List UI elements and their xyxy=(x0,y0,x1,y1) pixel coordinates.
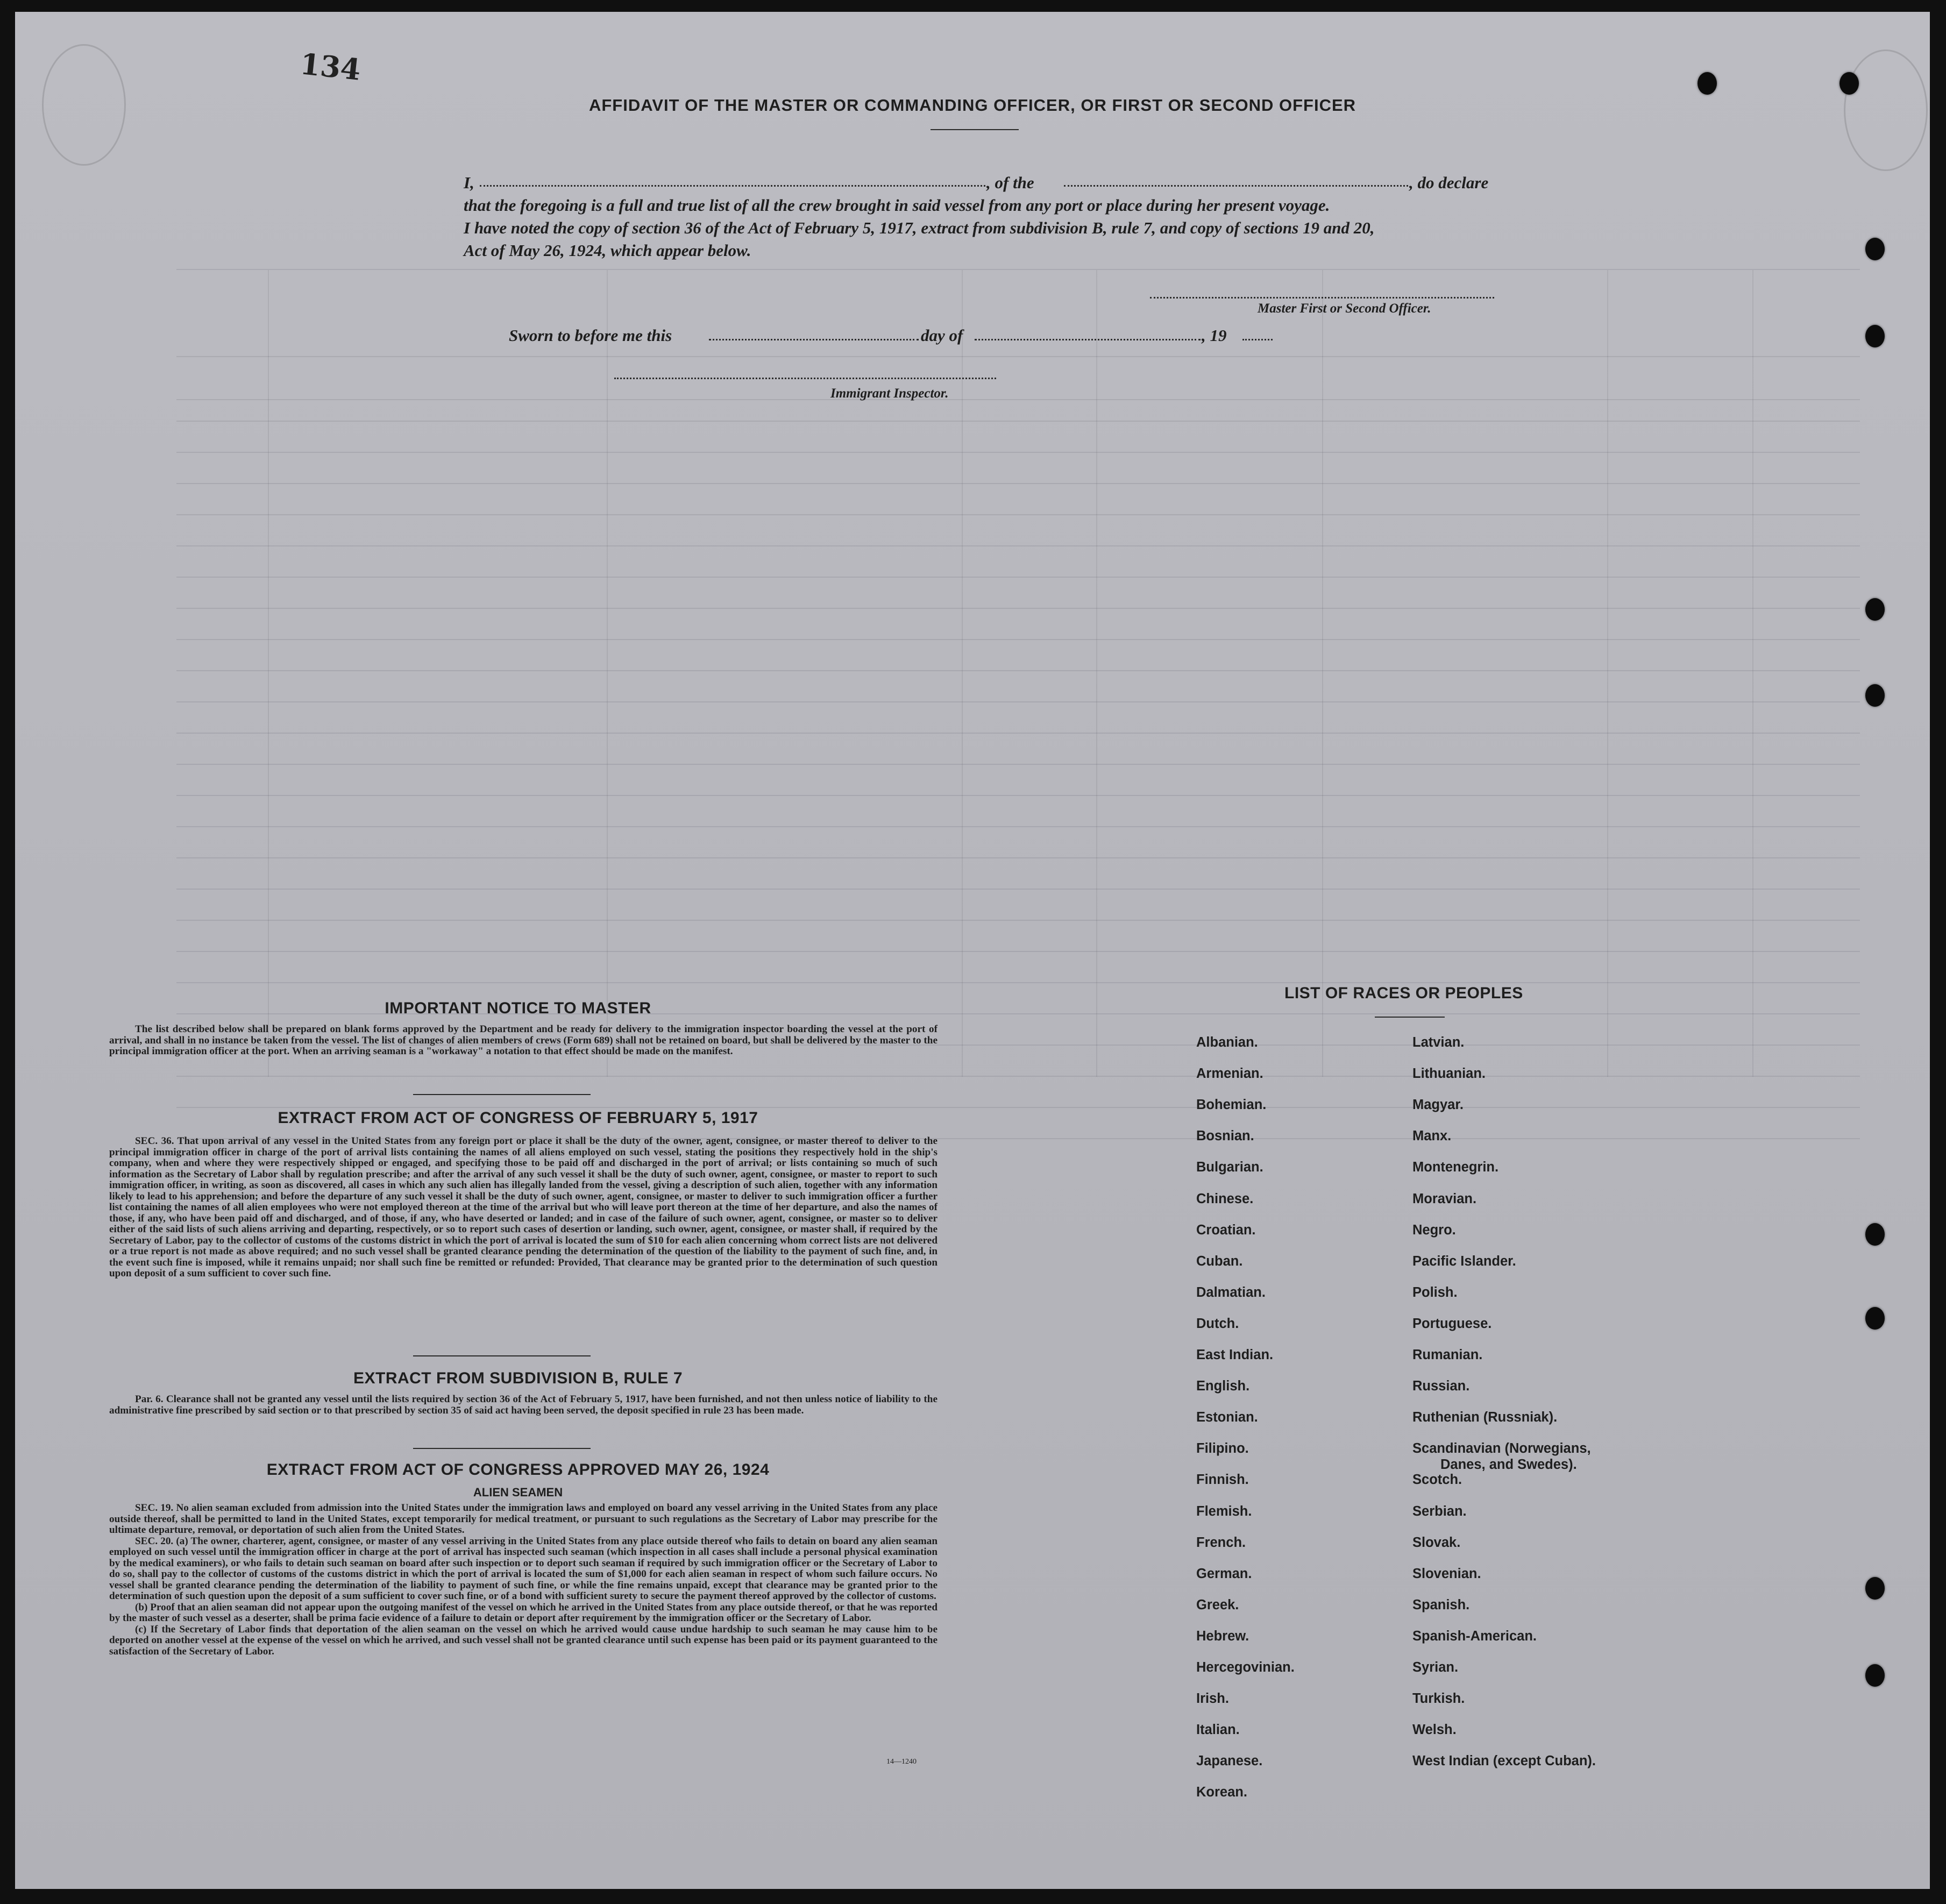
declarant-label: I, xyxy=(464,173,474,192)
race-item: Irish. xyxy=(1196,1691,1229,1707)
race-item: Croatian. xyxy=(1196,1222,1256,1238)
bleed-through-column xyxy=(1096,270,1097,1077)
notice-text: The list described below shall be prepared on blank forms approved by the Department and be ready for delivery to the immigration inspector boarding the vessel at the port of arrival, and shall in no instance be taken from the vessel. The list of changes of alien members of crews (Form 689) shall not be retained on board, but shall be delivered by the master to the principal immigration officer at the port. When an arriving seaman is a "workaway" a notation to that effect should be made on the manifest. xyxy=(109,1024,938,1057)
race-item: Bulgarian. xyxy=(1196,1160,1263,1175)
race-item: Russian. xyxy=(1412,1379,1470,1394)
do-declare-label: , do declare xyxy=(1409,173,1489,192)
bleed-through-rule xyxy=(176,701,1860,702)
race-item: Portuguese. xyxy=(1412,1316,1492,1331)
bleed-through-rule xyxy=(176,1107,1860,1108)
of-the-label: , of the xyxy=(986,173,1034,192)
bleed-through-rule xyxy=(176,545,1860,546)
bleed-through-column xyxy=(1752,270,1753,1077)
race-item: Polish. xyxy=(1412,1284,1458,1300)
section-divider xyxy=(413,1448,591,1449)
affidavit-line-2: that the foregoing is a full and true list of all the crew brought in said vessel from any port or place during her present voyage. xyxy=(464,196,1330,215)
race-item: Hebrew. xyxy=(1196,1628,1249,1644)
races-divider xyxy=(1375,1017,1445,1018)
section-divider xyxy=(413,1355,591,1356)
race-item: Japanese. xyxy=(1196,1753,1263,1769)
race-item: Spanish-American. xyxy=(1412,1628,1537,1644)
sec-20b-paragraph: (b) Proof that an alien seaman did not appear upon the outgoing manifest of the vessel on which he arrived in the United States from any place outside thereof, or that he was reported by the master of such vessel as a deserter, shall be prima facie evidence of a failure to detain or deport after requirement by the immigration officer or the Secretary of Labor. xyxy=(109,1601,938,1624)
race-item: Finnish. xyxy=(1196,1472,1249,1488)
race-item: Negro. xyxy=(1412,1222,1456,1238)
sworn-year-field[interactable] xyxy=(1242,339,1273,340)
race-item: Bohemian. xyxy=(1196,1097,1267,1113)
handwritten-page-number: 134 xyxy=(298,46,363,87)
binder-hole xyxy=(1865,1307,1885,1330)
bleed-through-rule xyxy=(176,982,1860,983)
affidavit-title: AFFIDAVIT OF THE MASTER OR COMMANDING OFFICER, OR FIRST OR SECOND OFFICER xyxy=(588,96,1356,115)
race-item: Spanish. xyxy=(1412,1597,1470,1612)
bleed-through-rule xyxy=(176,795,1860,796)
extract-1924-subtitle: ALIEN SEAMEN xyxy=(473,1486,563,1499)
bleed-through-rule xyxy=(176,421,1860,422)
race-item: Italian. xyxy=(1196,1722,1240,1738)
race-item: Chinese. xyxy=(1196,1191,1254,1206)
form-number: 14—1240 xyxy=(886,1758,917,1766)
declarant-name-field[interactable] xyxy=(480,185,985,187)
race-item: Scandinavian (Norwegians, xyxy=(1412,1441,1591,1457)
binder-hole xyxy=(1865,1664,1885,1687)
sworn-label: Sworn to before me this xyxy=(509,326,672,345)
bleed-through-column xyxy=(1607,270,1608,1077)
day-of-label: day of xyxy=(921,326,963,345)
race-item: Syrian. xyxy=(1412,1660,1459,1675)
race-item: Latvian. xyxy=(1412,1035,1465,1050)
inspector-label: Immigrant Inspector. xyxy=(830,386,949,401)
section-divider xyxy=(413,1094,591,1095)
race-item: Dutch. xyxy=(1196,1316,1239,1331)
race-item: Slovenian. xyxy=(1412,1566,1481,1581)
sec-19-paragraph: SEC. 19. No alien seaman excluded from admission into the United States under the immigration laws and employed on board any vessel arriving in the United States from any place outside thereof, shall be permitted to land in the United States, except temporarily for medical treatment, or pursuant to such regulations as the Secretary of Labor may prescribe for the ultimate departure, removal, or deportation of such alien from the United States. xyxy=(109,1502,938,1536)
vessel-name-field[interactable] xyxy=(1064,185,1408,187)
race-item: Lithuanian. xyxy=(1412,1066,1486,1082)
race-item: Turkish. xyxy=(1412,1691,1465,1707)
binder-hole xyxy=(1865,1577,1885,1600)
races-list-title: LIST OF RACES OR PEOPLES xyxy=(1284,984,1523,1002)
bleed-through-rule xyxy=(176,639,1860,640)
binder-hole xyxy=(1840,72,1859,95)
bleed-through-rule xyxy=(176,670,1860,671)
race-item: West Indian (except Cuban). xyxy=(1412,1753,1596,1769)
extract-1924-text xyxy=(109,1503,938,1657)
race-item: Korean. xyxy=(1196,1785,1247,1800)
year-label: , 19 xyxy=(1202,326,1227,345)
race-item: Ruthenian (Russniak). xyxy=(1412,1410,1558,1425)
bleed-through-rule xyxy=(176,951,1860,952)
inspector-signature-field[interactable] xyxy=(614,378,996,379)
document-page xyxy=(15,12,1930,1889)
race-item: Moravian. xyxy=(1412,1191,1477,1206)
race-item: Pacific Islander. xyxy=(1412,1253,1516,1269)
binder-hole xyxy=(1865,1223,1885,1246)
sworn-day-field[interactable] xyxy=(709,339,919,340)
race-item: Montenegrin. xyxy=(1412,1160,1499,1175)
race-item: Flemish. xyxy=(1196,1503,1252,1519)
race-item: German. xyxy=(1196,1566,1252,1581)
bleed-through-rule xyxy=(176,826,1860,827)
race-item: Rumanian. xyxy=(1412,1347,1483,1362)
bleed-through-rule xyxy=(176,452,1860,453)
bleed-through-rule xyxy=(176,577,1860,578)
bleed-through-rule xyxy=(176,1076,1860,1077)
bleed-through-column xyxy=(607,270,608,1077)
binder-hole xyxy=(1865,238,1885,260)
extract-rule7-text: Par. 6. Clearance shall not be granted any vessel until the lists required by section 36 of the Act of February 5, 1917, have been furnished, and not then unless notice of liability to the administrative fine prescribed by said section or to that prescribed by section 35 of said act having been served, the deposit specified in rule 23 has been made. xyxy=(109,1394,938,1416)
bleed-through-column xyxy=(268,270,269,1077)
sworn-month-field[interactable] xyxy=(975,339,1201,340)
race-item: Hercegovinian. xyxy=(1196,1660,1295,1675)
race-item: Magyar. xyxy=(1412,1097,1464,1113)
master-signature-label: Master First or Second Officer. xyxy=(1258,301,1431,316)
race-item: Dalmatian. xyxy=(1196,1284,1266,1300)
extract-1924-title: EXTRACT FROM ACT OF CONGRESS APPROVED MAY 26, 1924 xyxy=(266,1461,770,1479)
master-signature-field[interactable] xyxy=(1150,297,1494,299)
binder-hole xyxy=(1698,72,1717,95)
sec-20c-paragraph: (c) If the Secretary of Labor finds that deportation of the alien seaman on the vessel on which he arrived would cause undue hardship to such seaman he may cause him to be deported on another vessel at the expense of the vessel on which he arrived, and such vessel shall not be granted clearance until such expense has been paid or its payment guaranteed to the satisfaction of the Secretary of Labor. xyxy=(109,1623,938,1657)
race-item: Albanian. xyxy=(1196,1035,1258,1050)
affidavit-line-3: I have noted the copy of section 36 of the Act of February 5, 1917, extract from subdivision B, rule 7, and copy of sections 19 and 20, xyxy=(464,218,1375,237)
race-item: French. xyxy=(1196,1534,1246,1550)
race-item: Armenian. xyxy=(1196,1066,1263,1082)
race-item: East Indian. xyxy=(1196,1347,1274,1362)
race-item: Cuban. xyxy=(1196,1253,1243,1269)
bleed-through-column xyxy=(1322,270,1323,1077)
bleed-through-rule xyxy=(176,733,1860,734)
extract-rule7-title: EXTRACT FROM SUBDIVISION B, RULE 7 xyxy=(353,1369,683,1387)
bleed-through-column xyxy=(962,270,963,1077)
race-item: English. xyxy=(1196,1379,1250,1394)
race-item: Serbian. xyxy=(1412,1503,1467,1519)
bleed-through-rule xyxy=(176,764,1860,765)
race-item: Greek. xyxy=(1196,1597,1239,1612)
binder-hole xyxy=(1865,325,1885,347)
race-item: Estonian. xyxy=(1196,1410,1258,1425)
race-item: Bosnian. xyxy=(1196,1128,1254,1144)
affidavit-line-4: Act of May 26, 1924, which appear below. xyxy=(464,241,751,260)
notice-title: IMPORTANT NOTICE TO MASTER xyxy=(385,999,651,1017)
binder-hole xyxy=(1865,684,1885,707)
race-item: Scotch. xyxy=(1412,1472,1462,1488)
bleed-through-rule xyxy=(176,857,1860,858)
race-item: Filipino. xyxy=(1196,1441,1249,1457)
bleed-through-rule xyxy=(176,483,1860,484)
extract-1917-title: EXTRACT FROM ACT OF CONGRESS OF FEBRUARY 5, 1917 xyxy=(278,1109,758,1127)
sec-20a-paragraph: SEC. 20. (a) The owner, charterer, agent, consignee, or master of any vessel arriving in the United States from any place outside thereof who fails to detain on board any alien seaman employed on such vessel until the immigration officer in charge at the port of arrival has inspected such seaman (which inspection in all cases shall include a personal physical examination by the medical examiners), or who fails to detain such seaman on board after such inspection or to deport such seaman if required by such immigration officer or the Secretary of Labor to do so, shall pay to the collector of customs of the customs district in which the port of arrival is located the sum of $1,000 for each alien seaman in respect of whom such failure occurs. No vessel shall be granted clearance pending the determination of the liability to payment of such fine, or while the fine remains unpaid, except that clearance may be granted prior to the determination of such question upon the deposit of a sum sufficient to cover such fine, or of a bond with sufficient surety to secure the payment thereof approved by the collector of customs. xyxy=(109,1535,938,1602)
race-item: Welsh. xyxy=(1412,1722,1457,1738)
binder-hole xyxy=(1865,598,1885,621)
title-divider xyxy=(931,129,1019,130)
race-item: Danes, and Swedes). xyxy=(1440,1457,1577,1473)
bleed-through-rule xyxy=(176,608,1860,609)
race-item: Manx. xyxy=(1412,1128,1452,1144)
race-item: Slovak. xyxy=(1412,1534,1461,1550)
bleed-through-rule xyxy=(176,514,1860,515)
extract-1917-text: SEC. 36. That upon arrival of any vessel in the United States from any foreign port or place it shall be the duty of the owner, agent, consignee, or master thereof to deliver to the principal immigration officer in charge of the port of arrival lists containing the names of all aliens employed on such vessel, stating the positions they respectively hold in the ship's company, when and where they were respectively shipped or engaged, and specifying those to be paid off and discharged in the port of arrival; or lists containing so much of such information as the Secretary of Labor shall by regulation prescribe; and after the arrival of any such vessel it shall be the duty of such owner, agent, consignee, or master to report to such immigration officer, in writing, as soon as discovered, all cases in which any such alien has illegally landed from the vessel, giving a description of such alien, together with any information likely to lead to his apprehension; and before the departure of any such vessel it shall be the duty of such owner, agent, consignee, or master to deliver to such immigration officer a further list containing the names of all alien employees who were not employed thereon at the time of the arrival but who will leave port thereon at the time of her departure, and also the names of those, if any, who have been paid off and discharged, and of those, if any, who have deserted or landed; and in case of the failure of such owner, agent, consignee, or master so to deliver either of the said lists of such aliens arriving and departing, respectively, or so to report such cases of desertion or landing, such owner, agent, consignee, or master shall, if required by the Secretary of Labor, pay to the collector of customs of the customs district in which the port of arrival is located the sum of $10 for each alien concerning whom correct lists are not delivered or a true report is not made as above required; and no such vessel shall be granted clearance pending the determination of the question of the liability to the payment of such fine, and, in the event such fine is imposed, while it remains unpaid; nor shall such fine be remitted or refunded: Provided, That clearance may be granted prior to the determination of such question upon deposit of a sum sufficient to cover such fine. xyxy=(109,1135,938,1279)
bleed-through-rule xyxy=(176,920,1860,921)
bleed-through-rule xyxy=(176,889,1860,890)
